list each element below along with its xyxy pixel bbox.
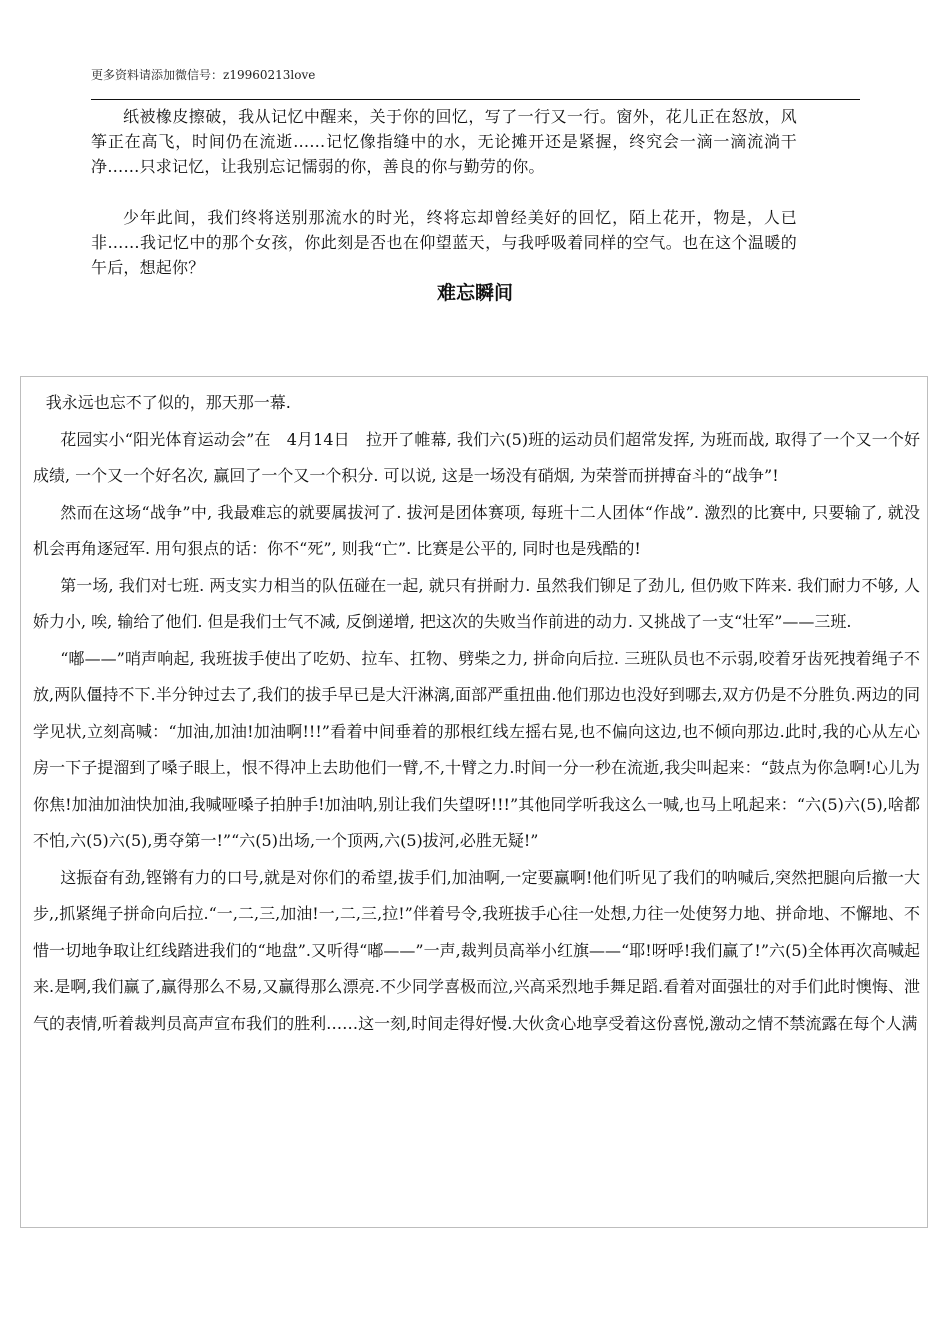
intro-section — [91, 104, 797, 280]
essay-title: 难忘瞬间 — [436, 282, 513, 304]
essay-paragraph: 这振奋有劲,铿锵有力的口号,就是对你们的希望,拔手们,加油啊,一定要赢啊!他们听见了我们的呐喊后,突然把腿向后撤一大步,,抓紧绳子拼命向后拉.“一,二,三,加油!一,二,三,拉!”伴着号令,我班拔手心往一处想,力往一处使努力地、拼命地、不懈地、不惜一切地争取让红线踏进我们的“地盘”.又听得“嘟——”一声,裁判员高举小红旗——“耶!呀呼!我们赢了!”六(5)全体再次高喊起来.是啊,我们赢了,赢得那么不易,又赢得那么漂亮.不少同学喜极而泣,兴高采烈地手舞足蹈.看着对面强壮的对手们此时懊悔、泄气的表情,听着裁判员高声宣布我们的胜利……这一刻,时间走得好慢.大伙贪心地享受着这份喜悦,激动之情不禁流露在每个人满 — [33, 867, 920, 1033]
intro-paragraph: 纸被橡皮擦破，我从记忆中醒来，关于你的回忆，写了一行又一行。窗外，花儿正在怒放，风筝正在高飞，时间仍在流逝……记忆像指缝中的水，无论摊开还是紧握，终究会一滴一滴流淌干净……只求记忆，让我别忘记懦弱的你，善良的你与勤劳的你。 — [91, 107, 797, 176]
essay-paragraph: 我永远也忘不了似的，那天那一幕. — [45, 393, 291, 412]
header-note: 更多资料请添加微信号：z19960213love — [91, 68, 316, 82]
essay-paragraph: 第一场, 我们对七班. 两支实力相当的队伍碰在一起, 就只有拼耐力. 虽然我们铆足了劲儿, 但仍败下阵来. 我们耐力不够, 人娇力小, 唉, 输给了他们. 但是我们士气不减, 反倒递增, 把这次的失败当作前进的动力. 又挑战了一支“壮军”——三班. — [33, 575, 920, 631]
essay-box — [20, 376, 928, 1228]
intro-paragraph: 少年此间，我们终将送别那流水的时光，终将忘却曾经美好的回忆，陌上花开，物是，人已非……我记忆中的那个女孩，你此刻是否也在仰望蓝天，与我呼吸着同样的空气。也在这个温暖的午后，想起你？ — [91, 208, 797, 277]
essay-body — [33, 385, 920, 1042]
essay-paragraph: “嘟——”哨声响起, 我班拔手使出了吃奶、拉车、扛物、劈柴之力, 拼命向后拉. 三班队员也不示弱,咬着牙齿死拽着绳子不放,两队僵持不下.半分钟过去了,我们的拔手早已是大汗淋漓,面部严重扭曲.他们那边也没好到哪去,双方仍是不分胜负.两边的同学见状,立刻高喊：“加油,加油!加油啊!!!”看着中间垂着的那根红线左摇右晃,也不偏向这边,也不倾向那边.此时,我的心从左心房一下子提溜到了嗓子眼上，恨不得冲上去助他们一臂,不,十臂之力.时间一分一秒在流逝,我尖叫起来：“鼓点为你急啊!心儿为你焦!加油加油快加油,我喊哑嗓子拍肿手!加油呐,别让我们失望呀!!!”其他同学听我这么一喊,也马上吼起来：“六(5)六(5),啥都不怕,六(5)六(5),勇夺第一!”“六(5)出场,一个顶两,六(5)拔河,必胜无疑!” — [33, 648, 920, 850]
header-divider — [91, 99, 860, 100]
essay-paragraph: 然而在这场“战争”中, 我最难忘的就要属拔河了. 拔河是团体赛项, 每班十二人团体“作战”. 激烈的比赛中, 只要输了, 就没机会再角逐冠军. 用句狠点的话：你不“死”, 则我“亡”. 比赛是公平的, 同时也是残酷的! — [33, 502, 920, 558]
essay-paragraph: 花园实小“阳光体育运动会”在 4月14日 拉开了帷幕, 我们六(5)班的运动员们超常发挥, 为班而战, 取得了一个又一个好成绩, 一个又一个好名次, 赢回了一个又一个积分. 可以说, 这是一场没有硝烟, 为荣誉而拼搏奋斗的“战争”! — [33, 429, 920, 485]
